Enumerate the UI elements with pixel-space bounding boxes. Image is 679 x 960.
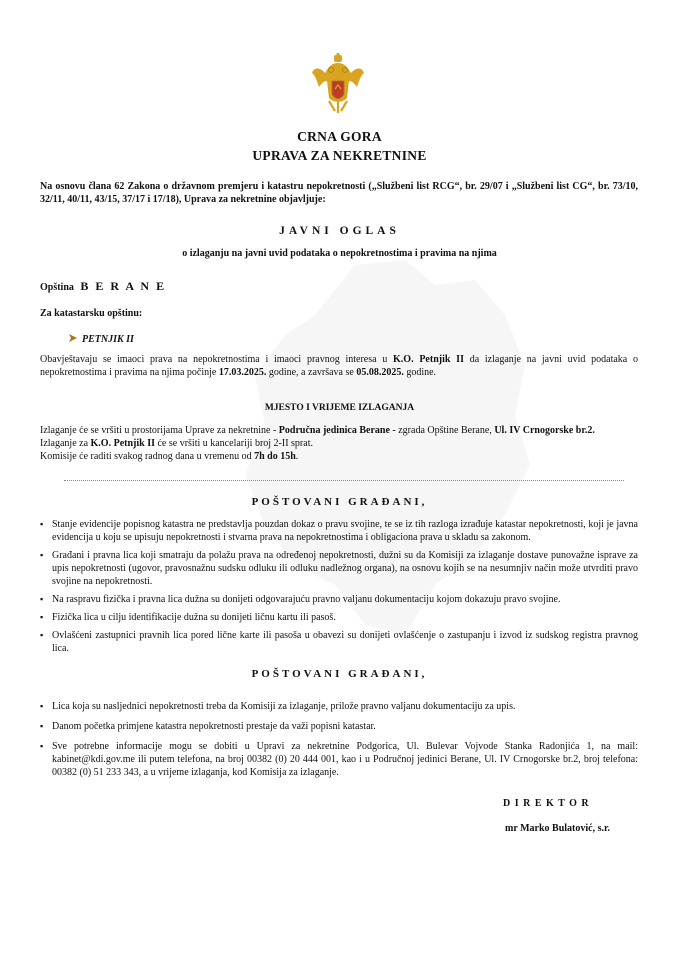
notice-text-3: godine, a završava se	[266, 367, 357, 378]
notice-paragraph	[40, 353, 638, 379]
notice-text-1: Obavještavaju se imaoci prava na nepokretnostima i imaoci pravnog interesa u	[40, 354, 394, 365]
cadastral-municipality-name: PETNJIK II	[82, 334, 134, 345]
signature-role: D I R E K T O R	[503, 798, 590, 809]
country-title: CRNA GORA	[297, 129, 382, 144]
notice-title: JAVNI OGLAS	[279, 225, 400, 237]
place-text-1c: zgrada Opštine Berane,	[395, 425, 495, 436]
start-date: 17.03.2025.	[218, 367, 267, 378]
greeting-heading-1: POŠTOVANI GRAĐANI,	[251, 496, 428, 508]
municipality-line	[40, 280, 166, 294]
signature-name: mr Marko Bulatović, s.r.	[505, 823, 610, 834]
agency-title: UPRAVA ZA NEKRETNINE	[252, 148, 427, 163]
notice-text-2: da izlaganje na javni uvid podataka o nepokretnostima i pravima na njima počinje	[40, 354, 638, 378]
place-text-2c: će se vršiti u kancelariji broj 2-II sprat.	[154, 438, 313, 449]
place-ko: K.O. Petnjik II	[90, 438, 155, 449]
bullet-list-2	[40, 700, 638, 779]
list-item: ▪ Fizička lica u cilju identifikacije dužna su donijeti ličnu kartu ili pasoš.	[40, 611, 638, 624]
place-line-3	[40, 450, 640, 463]
notice-text-4: godine.	[403, 367, 437, 378]
legal-basis-intro: Na osnovu člana 62 Zakona o državnom premjeru i katastru nepokretnosti („Službeni list RCG“, br. 29/07 i „Službeni list CG“, br. 73/10, 32/11, 40/11, 43/15, 37/17 i 17/18), Uprava za nekretnine objavljuje:	[40, 181, 638, 205]
working-hours: 7h do 15h	[254, 451, 296, 462]
place-line-1	[40, 424, 640, 437]
place-text-2a: Izlaganje za	[40, 438, 91, 449]
list-item: ▪ Građani i pravna lica koji smatraju da polažu prava na određenoj nepokretnosti, dužni su da Komisiji za izlaganje dostave punovažne isprave za upis nepokretnosti (ugovor, pravosnažnu sudsku odluku ili odluku nadležnog organa), na osnovu kojih se na nesumnjiv način može utvrditi pravo svojine na nepokretnosti.	[40, 549, 638, 588]
place-unit: Područna jedinica Berane -	[278, 425, 396, 436]
dotted-divider	[64, 480, 624, 481]
list-item: ▪ Stanje evidencije popisnog katastra ne predstavlja pouzdan dokaz o pravu svojine, te se iz tih razloga izrađuje katastar nepokretnosti, koji je javna evidencija u koju se upisuju nepokretnosti i stvarna prava na nepokretnostima i obligaciona prava u skladu sa zakonom.	[40, 518, 638, 544]
place-time-heading: MJESTO I VRIJEME IZLAGANJA	[264, 403, 415, 413]
list-item: ▪ Sve potrebne informacije mogu se dobiti u Upravi za nekretnine Podgorica, Ul. Bulevar Vojvode Stanka Radonjića 1, na mail: kabinet@kdi.gov.me ili putem telefona, na broj 00382 (0) 20 444 001, kao i u Područnoj jedinici Berane, Ul. IV Crnogorske br.2, broj telefona: 00382 (0) 51 233 343, a u vrijeme izlaganja, kod Komisija za izlaganje.	[40, 740, 638, 779]
cadastral-municipality-item	[68, 333, 134, 346]
greeting-heading-2: POŠTOVANI GRAĐANI,	[251, 668, 428, 680]
list-item: ▪ Na raspravu fizička i pravna lica dužna su donijeti odgovarajuću pravno valjanu dokumentaciju kojom dokazuju pravo svojine.	[40, 593, 638, 606]
place-line-2	[40, 437, 640, 450]
notice-ko: K.O. Petnjik II	[393, 354, 464, 365]
list-item: ▪ Lica koja su nasljednici nepokretnosti treba da Komisiji za izlaganje, prilože pravno valjanu dokumentaciju za upis.	[40, 700, 638, 713]
place-text-3a: Komisije će raditi svakog radnog dana u vremenu od	[40, 451, 255, 462]
list-item: ▪ Ovlašćeni zastupnici pravnih lica pored lične karte ili pasoša u obavezi su donijeti ovlašćenje o zastupanju i izvod iz sudskog registra pravnog lica.	[40, 629, 638, 655]
place-text-1a: Izlaganje će se vršiti u prostorijama Uprave za nekretnine -	[40, 425, 279, 436]
cadastral-label: Za katastarsku opštinu:	[40, 308, 143, 319]
end-date: 05.08.2025.	[356, 367, 404, 378]
pointer-icon	[68, 333, 78, 343]
list-item: ▪ Danom početka primjene katastra nepokretnosti prestaje da važi popisni katastar.	[40, 720, 638, 733]
bullet-list-1	[40, 518, 638, 655]
municipality-label: Opština	[40, 282, 74, 293]
place-text-3c: .	[295, 451, 299, 462]
municipality-name: B E R A N E	[80, 279, 167, 293]
notice-subtitle: o izlaganju na javni uvid podataka o nepokretnostima i pravima na njima	[182, 248, 497, 259]
coat-of-arms-icon	[311, 53, 365, 115]
place-address: Ul. IV Crnogorske br.2.	[494, 425, 595, 436]
